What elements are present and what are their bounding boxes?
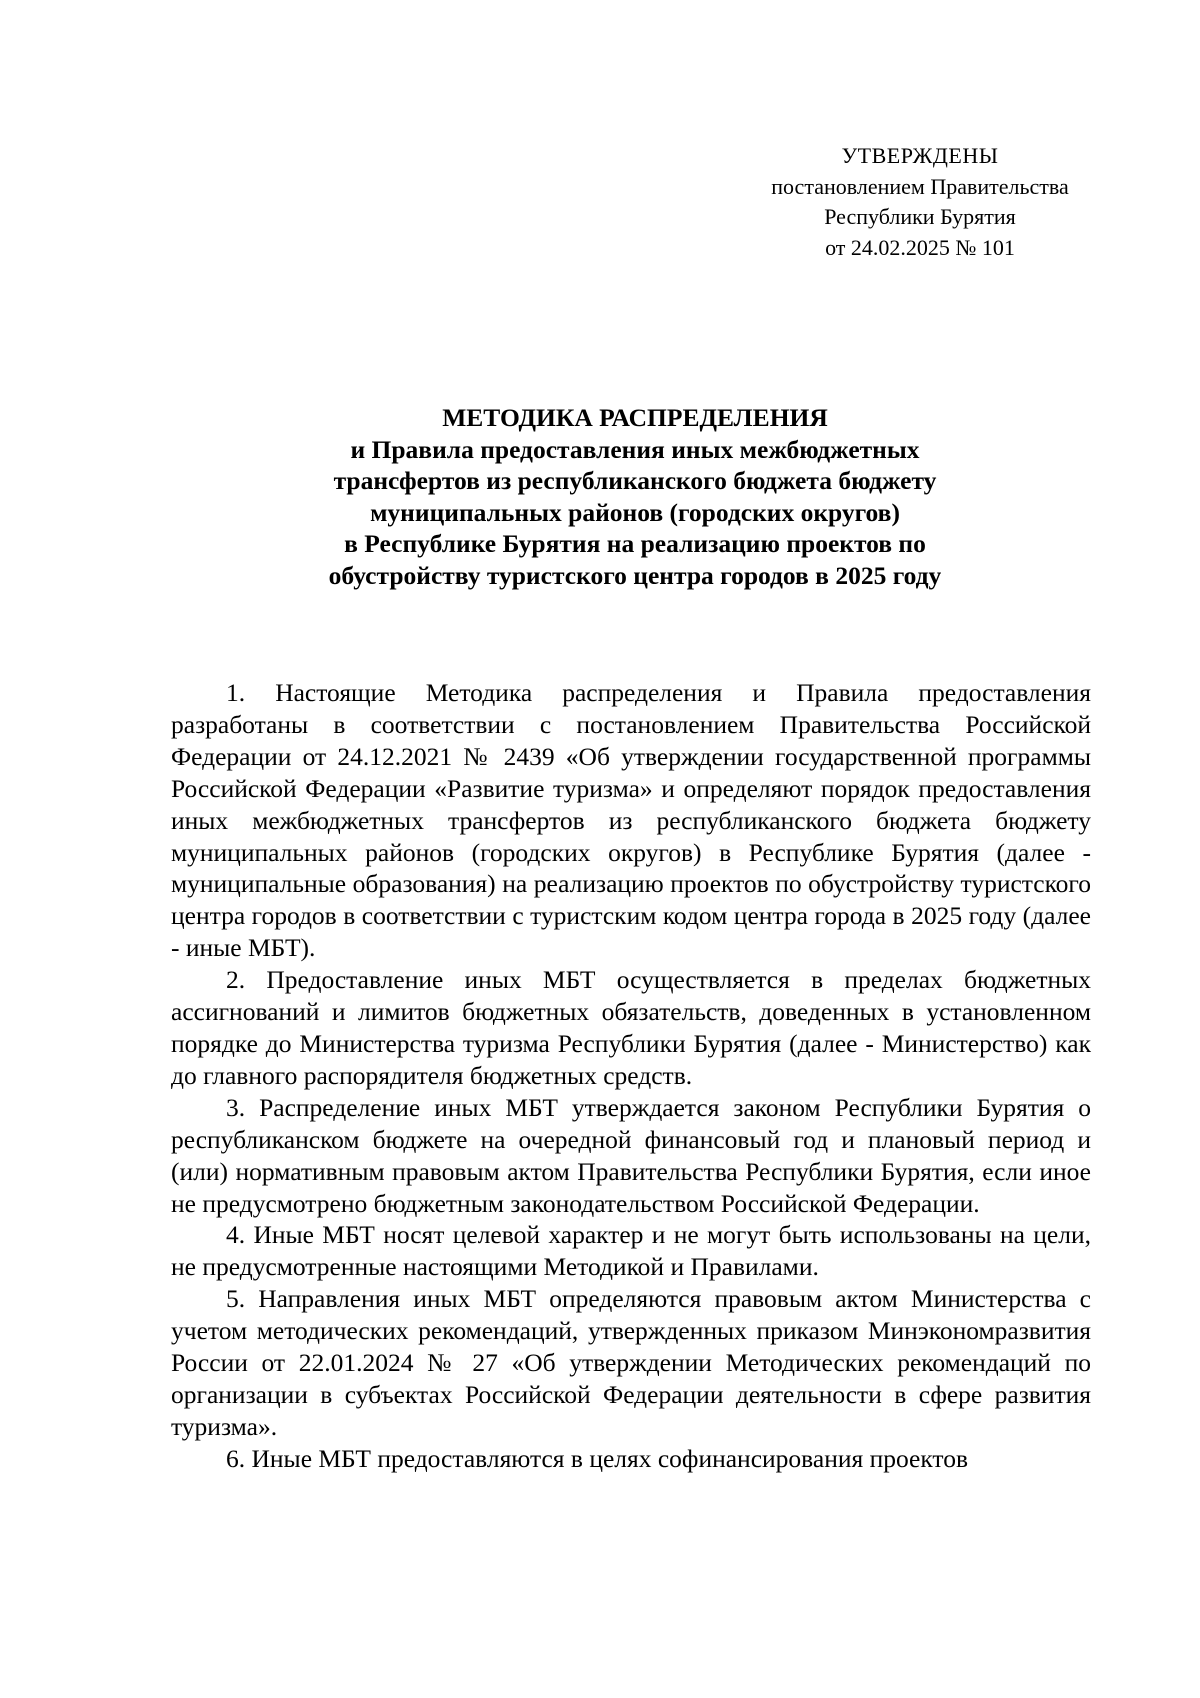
title-line: муниципальных районов (городских округов) <box>370 497 900 527</box>
approval-stamp <box>735 141 1105 263</box>
title-line: и Правила предоставления иных межбюджетных <box>350 434 920 464</box>
paragraph-1: 1. Настоящие Методика распределения и Правила предоставления разработаны в соответствии с постановлением Правительства Российской Федерации от 24.12.2021 № 2439 «Об утверждении государственной программы Российской Федерации «Развитие туризма» и определяют порядок предоставления иных межбюджетных трансфертов из республиканского бюджета бюджету муниципальных районов (городских округов) в Республике Бурятия (далее - муниципальные образования) на реализацию проектов по обустройству туристского центра городов в соответствии с туристским кодом центра города в 2025 году (далее - иные МБТ). <box>171 678 1091 963</box>
paragraph-6: 6. Иные МБТ предоставляются в целях софинансирования проектов <box>226 1443 969 1473</box>
paragraph-4: 4. Иные МБТ носят целевой характер и не могут быть использованы на цели, не предусмотренные настоящими Методикой и Правилами. <box>171 1220 1091 1282</box>
title-line: в Республике Бурятия на реализацию проектов по <box>344 529 926 558</box>
approval-authority-line: Республики Бурятия <box>824 204 1016 229</box>
paragraph-3: 3. Распределение иных МБТ утверждается законом Республики Бурятия о республиканском бюджете на очередной финансовый год и плановый период и (или) нормативным правовым актом Правительства Республики Бурятия, если иное не предусмотрено бюджетным законодательством Российской Федерации. <box>171 1092 1091 1218</box>
title-line: МЕТОДИКА РАСПРЕДЕЛЕНИЯ <box>442 403 828 432</box>
paragraph-2: 2. Предоставление иных МБТ осуществляется в пределах бюджетных ассигнований и лимитов бюджетных обязательств, доведенных в установленном порядке до Министерства туризма Республики Бурятия (далее - Министерство) как до главного распорядителя бюджетных средств. <box>171 965 1091 1090</box>
title-line: обустройству туристского центра городов в 2025 году <box>328 560 942 590</box>
document-body <box>171 677 1091 1475</box>
title-line: трансфертов из республиканского бюджета бюджету <box>333 466 937 495</box>
approval-heading: УТВЕРЖДЕНЫ <box>841 143 999 168</box>
approval-decree-line: постановлением Правительства <box>771 173 1069 199</box>
document-title <box>170 402 1100 591</box>
paragraph-5: 5. Направления иных МБТ определяются правовым актом Министерства с учетом методических рекомендаций, утвержденных приказом Минэкономразвития России от 22.01.2024 № 27 «Об утверждении Методических рекомендаций по организации в субъектах Российской Федерации деятельности в сфере развития туризма». <box>171 1284 1091 1441</box>
approval-date-line: от 24.02.2025 № 101 <box>825 234 1015 260</box>
